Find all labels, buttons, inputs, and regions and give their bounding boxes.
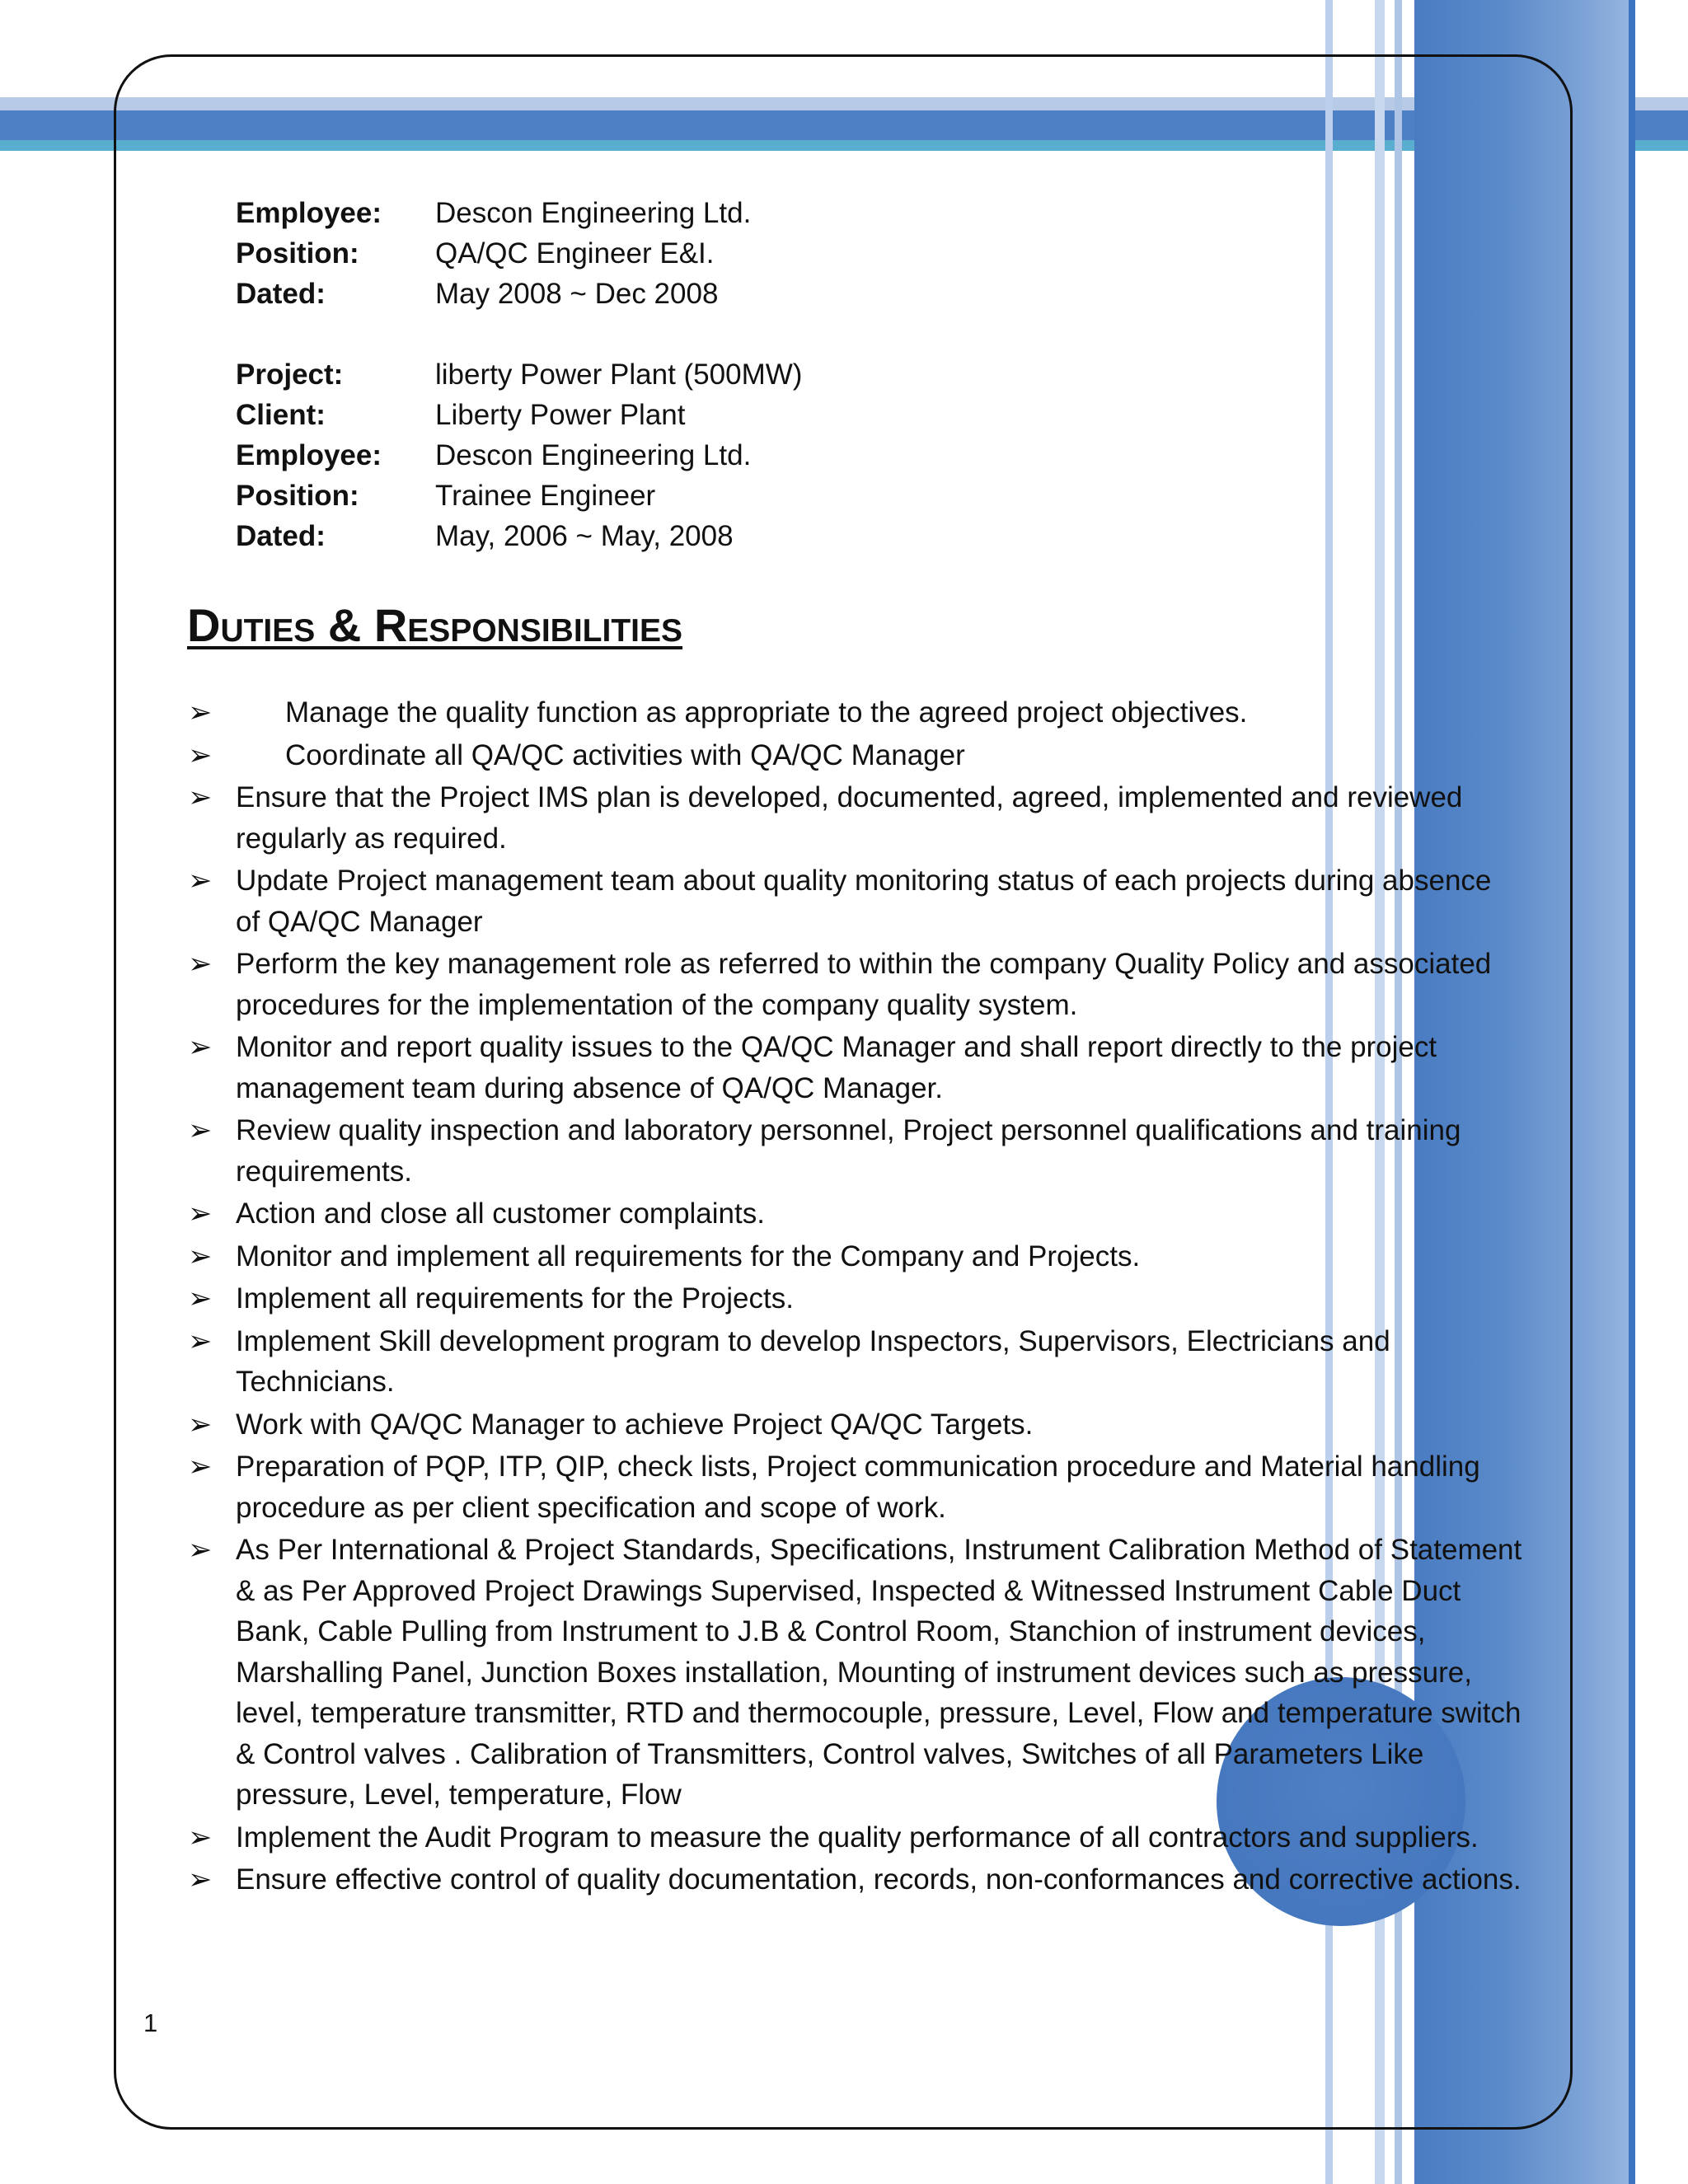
duty-text: Manage the quality function as appropriate to the agreed project objectives.: [285, 696, 1248, 729]
detail-row: [236, 274, 751, 314]
arrow-bullet-icon: ➢: [188, 1282, 213, 1315]
duty-text: Coordinate all QA/QC activities with QA/QC Manager: [285, 738, 965, 771]
duty-text: Update Project management team about quality monitoring status of each projects during absence of QA/QC Manager: [236, 865, 1492, 938]
detail-row: [236, 395, 802, 435]
detail-row: [236, 233, 751, 274]
detail-label: Position:: [236, 237, 359, 269]
detail-row: [236, 516, 802, 556]
duty-text: Ensure that the Project IMS plan is developed, documented, agreed, implemented and reviewed regularly as required.: [236, 781, 1463, 855]
duty-text: Ensure effective control of quality documentation, records, non-conformances and corrective actions.: [236, 1863, 1522, 1896]
duty-text: Implement the Audit Program to measure the quality performance of all contractors and suppliers.: [236, 1821, 1479, 1854]
arrow-bullet-icon: ➢: [188, 1821, 213, 1854]
arrow-bullet-icon: ➢: [188, 1240, 213, 1272]
list-item: [188, 1193, 1523, 1235]
list-item: [188, 692, 1523, 733]
duty-text: Preparation of PQP, ITP, QIP, check lists, Project communication procedure and Material handling procedure as per client specification and scope of work.: [236, 1451, 1480, 1524]
employment-details-first: [236, 193, 751, 314]
list-item: [188, 1278, 1523, 1319]
list-item: [188, 735, 1523, 776]
detail-label: Client:: [236, 399, 326, 431]
detail-label: Project:: [236, 359, 344, 391]
page-number: 1: [143, 2008, 158, 2037]
arrow-bullet-icon: ➢: [188, 781, 213, 813]
employment-details-second: [236, 354, 802, 556]
detail-value: Descon Engineering Ltd.: [435, 439, 752, 471]
list-item: [188, 1110, 1523, 1192]
list-item: [188, 1530, 1523, 1816]
detail-label: Position:: [236, 480, 359, 512]
duty-text: Work with QA/QC Manager to achieve Project QA/QC Targets.: [236, 1408, 1034, 1441]
list-item: [188, 1321, 1523, 1403]
duty-text: Implement all requirements for the Projects.: [236, 1282, 794, 1315]
list-item: [188, 860, 1523, 942]
detail-value: QA/QC Engineer E&I.: [435, 237, 715, 269]
arrow-bullet-icon: ➢: [188, 1197, 213, 1230]
arrow-bullet-icon: ➢: [188, 1863, 213, 1896]
list-item: [188, 1817, 1523, 1858]
arrow-bullet-icon: ➢: [188, 1114, 213, 1146]
list-item: [188, 1236, 1523, 1277]
detail-value: Trainee Engineer: [435, 480, 656, 512]
detail-label: Employee:: [236, 439, 382, 471]
arrow-bullet-icon: ➢: [188, 1408, 213, 1441]
list-item: [188, 1446, 1523, 1528]
detail-value: Liberty Power Plant: [435, 399, 686, 431]
detail-label: Dated:: [236, 520, 326, 552]
duty-text: Implement Skill development program to develop Inspectors, Supervisors, Electricians and Technicians.: [236, 1324, 1390, 1398]
detail-value: liberty Power Plant (500MW): [435, 359, 803, 391]
detail-row: [236, 354, 802, 395]
detail-label: Dated:: [236, 278, 326, 310]
duty-text: Monitor and report quality issues to the QA/QC Manager and shall report directly to the project management team during absence of QA/QC Manager.: [236, 1031, 1437, 1104]
duty-text: Perform the key management role as referred to within the company Quality Policy and associated procedures for the implementation of the company quality system.: [236, 948, 1492, 1021]
list-item: [188, 777, 1523, 859]
list-item: [188, 1027, 1523, 1108]
duties-list: [188, 692, 1523, 1902]
list-item: [188, 1404, 1523, 1446]
detail-row: [236, 435, 802, 476]
detail-row: [236, 476, 802, 516]
duty-text: As Per International & Project Standards, Specifications, Instrument Calibration Method of Statement & as Per Approved Project Drawings Supervised, Inspected & Witnessed Instrument Cable Duct Bank, Cable Pulling from Instrument to J.B & Control Room, Stanchion of instrument devices, Marshalling Panel, Junction Boxes installation, Mounting of instrument devices such as pressure, level, temperature transmitter, RTD and thermocouple, pressure, Level, Flow and temperature switch & Control valves . Calibration of Transmitters, Control valves, Switches of all Parameters Like pressure, Level, temperature, Flow: [236, 1534, 1522, 1811]
arrow-bullet-icon: ➢: [188, 865, 213, 897]
list-item: [188, 944, 1523, 1025]
detail-value: Descon Engineering Ltd.: [435, 197, 752, 229]
arrow-bullet-icon: ➢: [188, 948, 213, 980]
arrow-bullet-icon: ➢: [188, 1534, 213, 1566]
duty-text: Monitor and implement all requirements for the Company and Projects.: [236, 1240, 1141, 1272]
arrow-bullet-icon: ➢: [188, 738, 213, 771]
section-heading-duties: Duties & Responsibilities: [187, 599, 683, 651]
detail-row: [236, 193, 751, 233]
duty-text: Review quality inspection and laboratory personnel, Project personnel qualifications and training requirements.: [236, 1114, 1461, 1188]
arrow-bullet-icon: ➢: [188, 1324, 213, 1357]
detail-label: Employee:: [236, 197, 382, 229]
arrow-bullet-icon: ➢: [188, 1451, 213, 1483]
duty-text: Action and close all customer complaints.: [236, 1197, 765, 1230]
arrow-bullet-icon: ➢: [188, 1031, 213, 1063]
list-item: [188, 1859, 1523, 1900]
detail-value: May 2008 ~ Dec 2008: [435, 278, 719, 310]
detail-value: May, 2006 ~ May, 2008: [435, 520, 734, 552]
arrow-bullet-icon: ➢: [188, 696, 213, 729]
